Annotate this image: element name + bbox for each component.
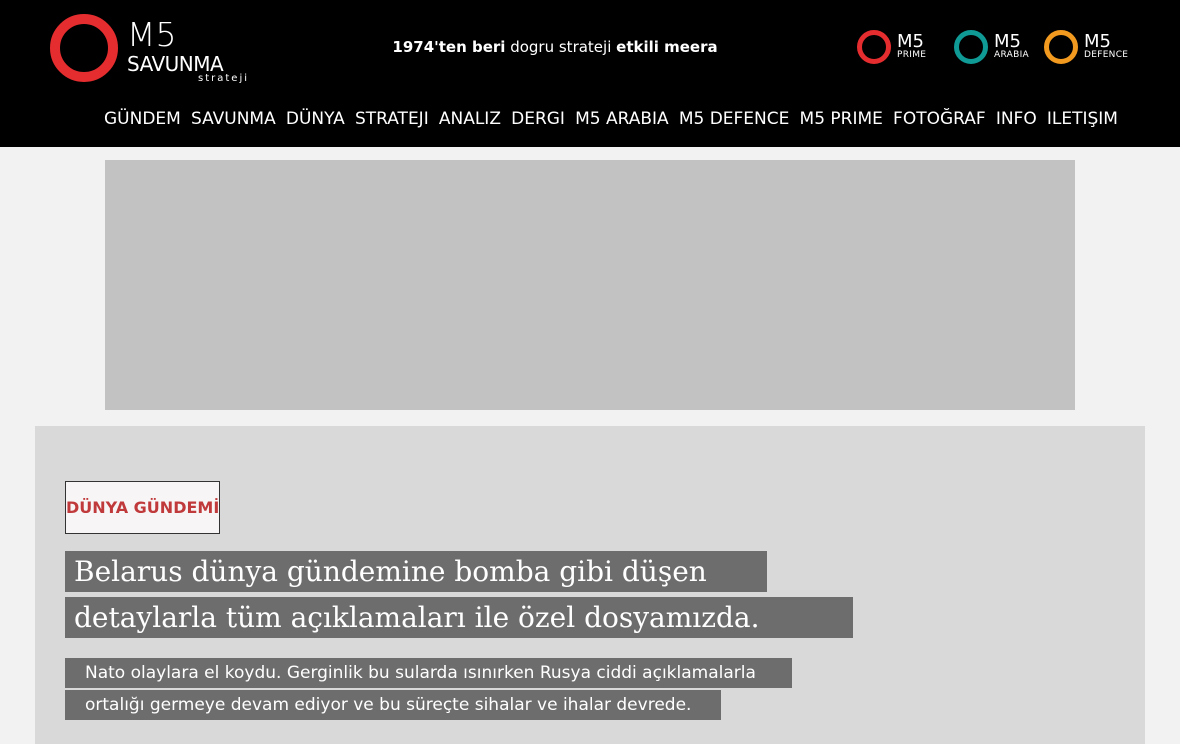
logo-name: SAVUNMA	[127, 52, 224, 76]
m5-arabia-link[interactable]	[954, 30, 1036, 68]
logo-sub: strateji	[198, 73, 249, 84]
arabia-m5: M5	[994, 31, 1021, 52]
nav-m5-prime[interactable]: M5 PRIME	[799, 109, 883, 129]
tagline-part3: etkili meera	[616, 38, 718, 56]
nav-fotograf[interactable]: FOTOĞRAF	[893, 109, 986, 129]
nav-m5-arabia[interactable]: M5 ARABIA	[575, 109, 669, 129]
nav-savunma[interactable]: SAVUNMA	[190, 109, 276, 129]
nav-m5-defence[interactable]: M5 DEFENCE	[678, 109, 790, 129]
category-badge[interactable]: DÜNYA GÜNDEMİ	[65, 481, 220, 534]
summary-line: ortalığı germeye devam ediyor ve bu süreçte sihalar ve ihalar devrede.	[65, 690, 721, 720]
headline-line[interactable]: Belarus dünya gündemine bomba gibi düşen	[65, 551, 767, 592]
logo-ring-icon	[50, 14, 118, 82]
site-logo[interactable]	[50, 14, 250, 86]
hero-article	[35, 426, 1145, 744]
arabia-ring-icon	[954, 30, 988, 64]
main-nav	[104, 106, 1118, 132]
defence-m5: M5	[1084, 31, 1111, 52]
nav-analiz[interactable]: ANALIZ	[438, 109, 501, 129]
tagline-part2: dogru strateji	[505, 38, 617, 56]
nav-dergi[interactable]: DERGI	[511, 109, 565, 129]
summary-line: Nato olaylara el koydu. Gerginlik bu sularda ısınırken Rusya ciddi açıklamalarla	[65, 658, 792, 688]
nav-iletisim[interactable]: ILETIŞIM	[1046, 109, 1118, 129]
nav-gundem[interactable]: GÜNDEM	[104, 109, 181, 129]
prime-ring-icon	[857, 30, 891, 64]
nav-dunya[interactable]: DÜNYA	[285, 109, 345, 129]
tagline-part1: 1974'ten beri	[392, 38, 506, 56]
logo-m5: M5	[127, 15, 177, 54]
arabia-sub: ARABIA	[994, 50, 1029, 60]
m5-prime-link[interactable]	[857, 30, 937, 68]
nav-strateji[interactable]: STRATEJI	[354, 109, 429, 129]
site-header	[0, 0, 1180, 147]
prime-m5: M5	[897, 31, 924, 52]
tagline	[330, 38, 780, 56]
defence-sub: DEFENCE	[1084, 50, 1129, 60]
prime-sub: PRIME	[897, 50, 927, 60]
m5-defence-link[interactable]	[1044, 30, 1140, 68]
ad-banner[interactable]	[105, 160, 1075, 410]
nav-info[interactable]: INFO	[995, 109, 1037, 129]
headline-line[interactable]: detaylarla tüm açıklamaları ile özel dosyamızda.	[65, 597, 853, 638]
defence-ring-icon	[1044, 30, 1078, 64]
